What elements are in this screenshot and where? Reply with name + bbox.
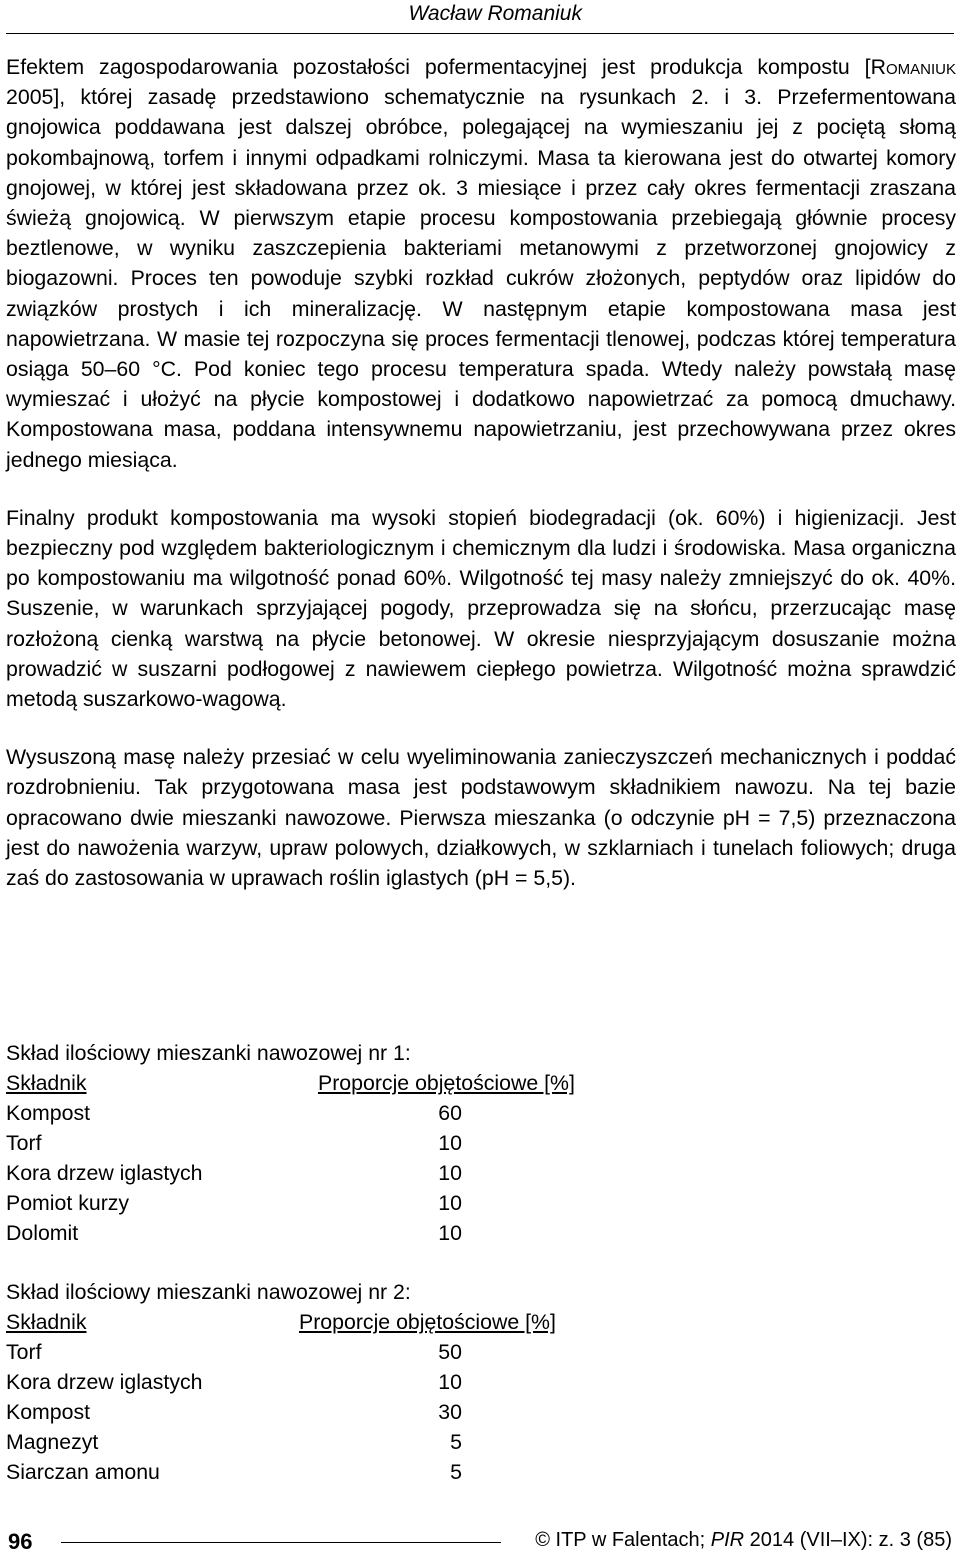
ingredient-proportion: 5 bbox=[450, 1460, 462, 1484]
running-header bbox=[6, 0, 954, 34]
paragraph-2: Finalny produkt kompostowania ma wysoki stopień biodegradacji (ok. 60%) i higienizacji. Jest bezpieczny pod względem bakteriologicznym i chemicznym dla ludzi i środowiska. Masa organiczna po kompostowaniu ma wilgotność ponad 60%. Wilgotność tej masy należy zmniejszyć do ok. 40%. Suszenie, w warunkach sprzyjającej pogody, przeprowadza się na słońcu, przerzucając masę rozłożoną cienką warstwą na płycie betonowej. W okresie niesprzyjającym dosuszanie można prowadzić w suszarni podłogowej z nawiewem ciepłego powietrza. Wilgotność można sprawdzić metodą suszarkowo-wagową. bbox=[6, 505, 956, 712]
citation-author: Romaniuk bbox=[870, 55, 956, 79]
mix-1-col-name: Składnik bbox=[6, 1071, 87, 1095]
mix-2-col-name: Składnik bbox=[6, 1310, 87, 1334]
ingredient-proportion: 10 bbox=[438, 1221, 462, 1245]
table-row bbox=[6, 1397, 706, 1427]
table-row bbox=[6, 1427, 706, 1457]
page-number: 96 bbox=[8, 1529, 33, 1554]
paragraph-1-rest: 2005], której zasadę przedstawiono schematycznie na rysunkach 2. i 3. Przefermentowana gnojowica poddawana jest dalszej obróbce, polegającej na wymieszaniu jej z pociętą słomą pokombajnową, torfem i innymi odpadkami rolniczymi. Masa ta kierowana jest do otwartej komory gnojowej, w której jest składowana przez ok. 3 miesiące i przez cały okres fermentacji zraszana świeżą gnojowicą. W pierwszym etapie procesu kompostowania przebiegają głównie procesy beztlenowe, w wyniku zaszczepienia bakteriami metanowymi z przetworzonej gnojowicy z biogazowni. Proces ten powoduje szybki rozkład cukrów złożonych, peptydów oraz lipidów do związków prostych i ich mineralizację. W następnym etapie kompostowana masa jest napowietrzana. W masie tej rozpoczyna się proces fermentacji tlenowej, podczas której temperatura osiąga 50–60 °C. Pod koniec tego procesu temperatura spada. Wtedy należy powstałą masę wymieszać i ułożyć na płycie kompostowej i dodatkowo napowietrzać za pomocą dmuchawy. Kompostowana masa, poddana intensywnemu napowietrzaniu, jest przechowywana przez okres jednego miesiąca. bbox=[6, 85, 956, 472]
header-author: Wacław Romaniuk bbox=[408, 2, 582, 25]
page-footer bbox=[6, 1527, 954, 1557]
ingredient-proportion: 10 bbox=[438, 1370, 462, 1394]
journal-suffix: 2014 (VII–IX): z. 3 (85) bbox=[744, 1529, 952, 1551]
ingredient-name: Siarczan amonu bbox=[6, 1460, 160, 1484]
ingredient-name: Pomiot kurzy bbox=[6, 1191, 130, 1215]
ingredient-name: Kompost bbox=[6, 1101, 91, 1125]
ingredient-proportion: 10 bbox=[438, 1191, 462, 1215]
ingredient-proportion: 30 bbox=[438, 1400, 462, 1424]
table-row bbox=[6, 1367, 706, 1397]
ingredient-name: Torf bbox=[6, 1340, 42, 1364]
mix-1-header-row bbox=[6, 1068, 706, 1098]
table-row bbox=[6, 1128, 706, 1158]
mix-2-title: Skład ilościowy mieszanki nawozowej nr 2: bbox=[6, 1280, 411, 1304]
ingredient-name: Kompost bbox=[6, 1400, 91, 1424]
table-row bbox=[6, 1218, 706, 1248]
ingredient-name: Kora drzew iglastych bbox=[6, 1161, 203, 1185]
ingredient-name: Torf bbox=[6, 1131, 42, 1155]
paragraph-1 bbox=[6, 52, 956, 475]
ingredient-proportion: 10 bbox=[438, 1161, 462, 1185]
ingredient-proportion: 50 bbox=[438, 1340, 462, 1364]
article-body bbox=[6, 52, 956, 921]
ingredient-proportion: 5 bbox=[450, 1430, 462, 1454]
ingredient-proportion: 10 bbox=[438, 1131, 462, 1155]
table-row bbox=[6, 1098, 706, 1128]
mix-1-title: Skład ilościowy mieszanki nawozowej nr 1: bbox=[6, 1041, 411, 1065]
paragraph-3: Wysuszoną masę należy przesiać w celu wyeliminowania zanieczyszczeń mechanicznych i poddać rozdrobnieniu. Tak przygotowana masa jest podstawowym składnikiem nawozu. Na tej bazie opracowano dwie mieszanki nawozowe. Pierwsza mieszanka (o odczynie pH = 7,5) przeznaczona jest do nawożenia warzyw, upraw polowych, działkowych, w szklarniach i tunelach foliowych; druga zaś do zastosowania w uprawach roślin iglastych (pH = 5,5). bbox=[6, 745, 956, 891]
table-row bbox=[6, 1158, 706, 1188]
journal-citation bbox=[535, 1529, 952, 1552]
paragraph-1-start: Efektem zagospodarowania pozostałości pofermentacyjnej jest produkcja kompostu [ bbox=[6, 55, 871, 79]
ingredient-name: Dolomit bbox=[6, 1221, 79, 1245]
mix-2-table bbox=[6, 1277, 706, 1487]
table-row bbox=[6, 1188, 706, 1218]
mix-1-table bbox=[6, 1038, 706, 1248]
table-row bbox=[6, 1457, 706, 1487]
ingredient-name: Kora drzew iglastych bbox=[6, 1370, 203, 1394]
journal-prefix: © ITP w Falentach; bbox=[535, 1529, 711, 1551]
mix-2-col-value: Proporcje objętościowe [%] bbox=[299, 1310, 556, 1334]
ingredient-proportion: 60 bbox=[438, 1101, 462, 1125]
journal-name: PIR bbox=[710, 1529, 745, 1551]
ingredient-name: Magnezyt bbox=[6, 1430, 99, 1454]
mix-1-col-value: Proporcje objętościowe [%] bbox=[318, 1071, 575, 1095]
mix-2-header-row bbox=[6, 1307, 706, 1337]
footer-divider bbox=[61, 1542, 501, 1543]
table-row bbox=[6, 1337, 706, 1367]
